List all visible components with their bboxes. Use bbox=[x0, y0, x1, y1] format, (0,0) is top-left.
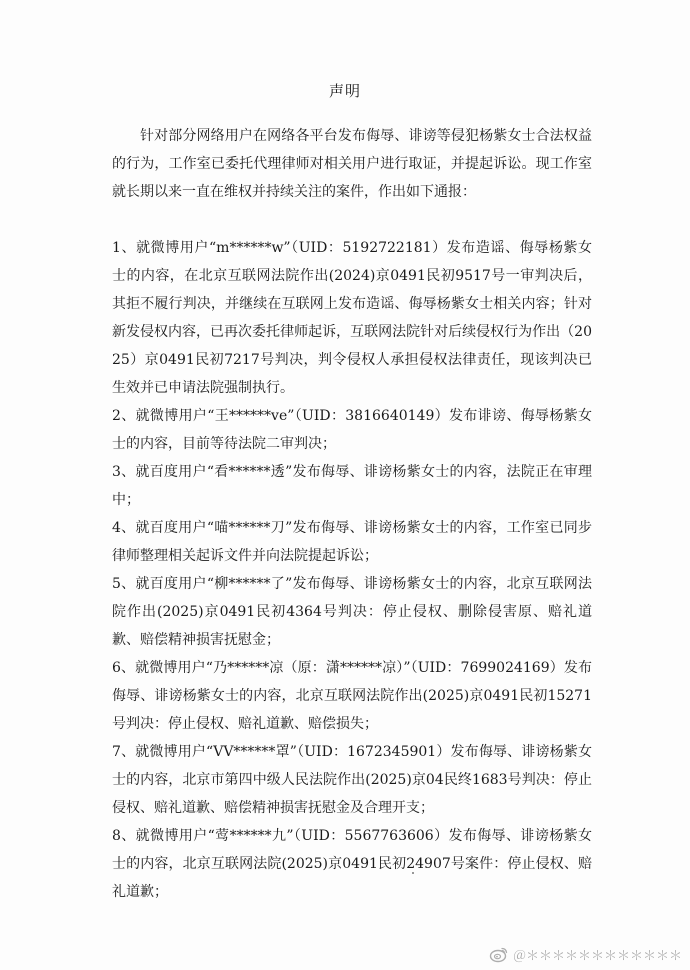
case-item-3: 3、就百度用户“看******透”发布侮辱、诽谤杨紫女士的内容，法院正在审理中； bbox=[112, 464, 592, 508]
watermark-text: ＠＊＊＊＊＊＊＊＊＊＊＊＊ bbox=[512, 948, 682, 964]
case-item-7: 7、就微博用户“VV******罩”（UID：1672345901）发布侮辱、诽谤杨紫女士的内容，北京市第四中级人民法院作出(2025)京04民终1683号判决：停止侵权、赔礼道歉、赔偿精神损害抚慰金及合理开支； bbox=[112, 744, 592, 816]
document-title: 声明 bbox=[328, 82, 361, 100]
watermark bbox=[489, 944, 682, 964]
weibo-logo-icon bbox=[489, 944, 509, 964]
case-item-8: 8、就微博用户“莺******九”（UID：5567763606）发布侮辱、诽谤杨紫女士的内容，北京互联网法院(2025)京0491民初24907号案件：停止侵权、赔礼道歉； bbox=[112, 828, 592, 900]
case-item-2: 2、就微博用户“王******ve”（UID：3816640149）发布诽谤、侮辱杨紫女士的内容，目前等待法院二审判决； bbox=[112, 408, 592, 452]
intro-paragraph: 针对部分网络用户在网络各平台发布侮辱、诽谤等侵犯杨紫女士合法权益的行为，工作室已委托代理律师对相关用户进行取证，并提起诉讼。现工作室就长期以来一直在维权并持续关注的案件，作出如下通报： bbox=[112, 128, 592, 200]
case-item-4: 4、就百度用户“喵******刀”发布侮辱、诽谤杨紫女士的内容，工作室已同步律师整理相关起诉文件并向法院提起诉讼； bbox=[112, 520, 592, 564]
document-body bbox=[112, 122, 592, 906]
case-item-1: 1、就微博用户“m******w”（UID：5192722181）发布造谣、侮辱杨紫女士的内容，在北京互联网法院作出(2024)京0491民初9517号一审判决后，其拒不履行判决，并继续在互联网上发布造谣、侮辱杨紫女士相关内容；针对新发侵权内容，已再次委托律师起诉，互联网法院针对后续侵权行为作出（2025）京0491民初7217号判决，判令侵权人承担侵权法律责任，现该判决已生效并已申请法院强制执行。 bbox=[112, 240, 592, 396]
scan-speck bbox=[412, 872, 414, 874]
case-item-5: 5、就百度用户“柳******了”发布侮辱、诽谤杨紫女士的内容，北京互联网法院作出(2025)京0491民初4364号判决：停止侵权、删除侵害原、赔礼道歉、赔偿精神损害抚慰金； bbox=[112, 576, 592, 648]
case-item-6: 6、就微博用户“乃******凉（原：潇******凉）”（UID：7699024169）发布侮辱、诽谤杨紫女士的内容，北京互联网法院作出(2025)京0491民初15271号判决：停止侵权、赔礼道歉、赔偿损失； bbox=[112, 660, 592, 732]
